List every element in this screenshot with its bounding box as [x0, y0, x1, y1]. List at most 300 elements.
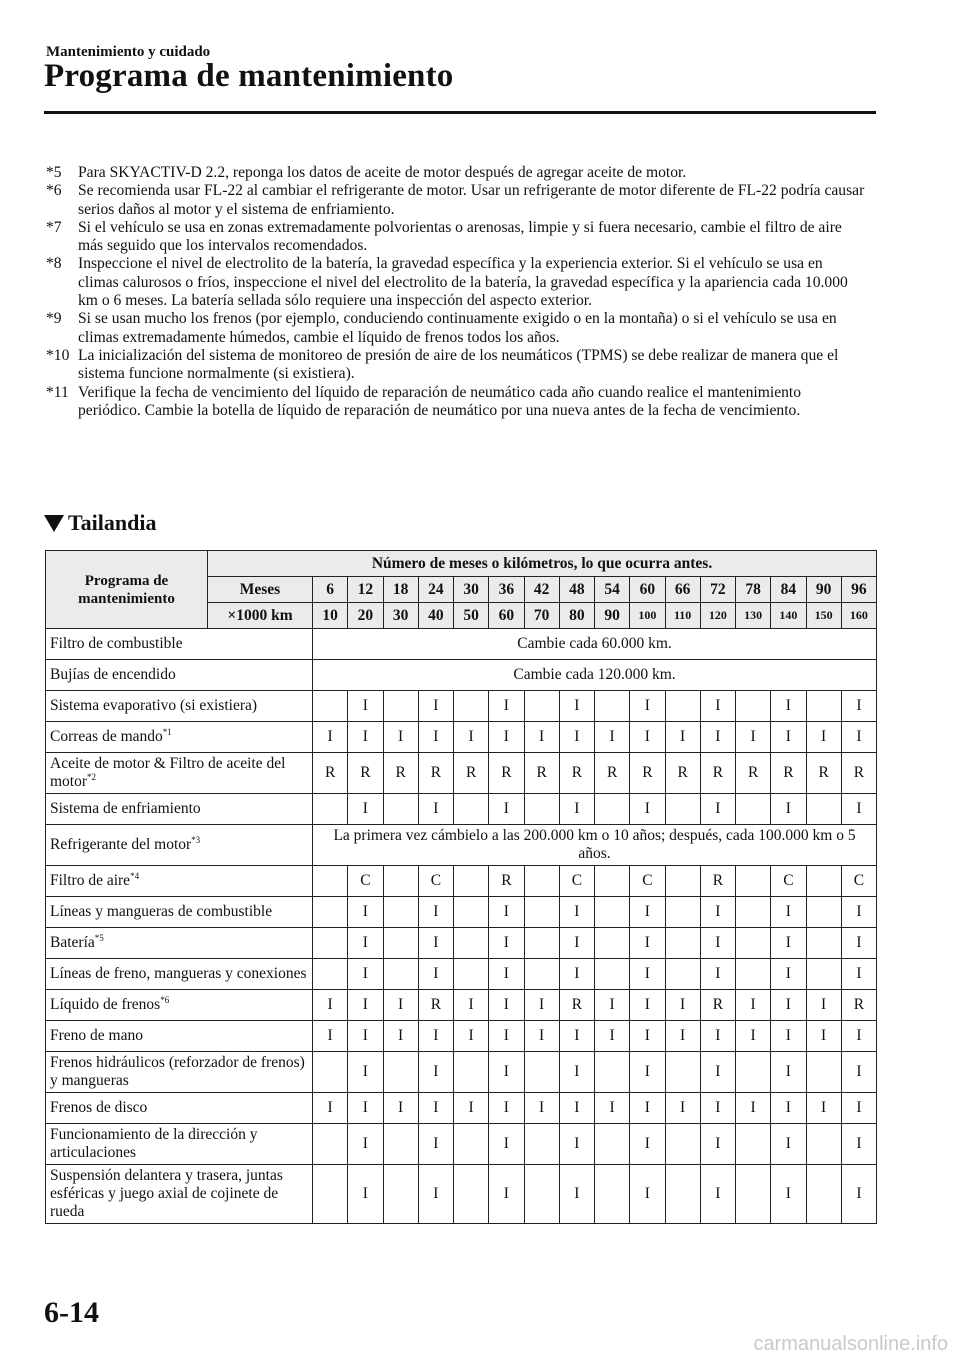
- schedule-cell: I: [418, 1052, 453, 1093]
- footnote: [46, 219, 866, 256]
- schedule-cell: I: [700, 1093, 735, 1124]
- schedule-cell: R: [595, 753, 630, 794]
- schedule-cell: [313, 897, 348, 928]
- schedule-cell: I: [700, 897, 735, 928]
- schedule-cell: I: [348, 691, 383, 722]
- section-label: Mantenimiento y cuidado: [46, 44, 211, 60]
- footnote-text: Si se usan mucho los frenos (por ejemplo, conduciendo continuamente exigido o en la montaña) o si el vehículo se usa en climas extremadamente húmedos, cambie el líquido de frenos todos los años.: [78, 310, 837, 346]
- schedule-cell: I: [630, 928, 665, 959]
- schedule-cell: I: [489, 1165, 524, 1224]
- month-header: 12: [348, 577, 383, 603]
- schedule-cell: I: [595, 1093, 630, 1124]
- item-name: [46, 1052, 313, 1093]
- schedule-cell: I: [630, 990, 665, 1021]
- schedule-cell: I: [595, 722, 630, 753]
- footnote-text: Se recomienda usar FL-22 al cambiar el refrigerante de motor. Usar un refrigerante de motor diferente de FL-22 podría causar serios daños al motor y el sistema de enfriamiento.: [78, 182, 865, 218]
- schedule-cell: I: [630, 1093, 665, 1124]
- schedule-cell: [595, 1124, 630, 1165]
- item-label: Correas de mando: [50, 728, 163, 745]
- footnotes: [46, 164, 866, 420]
- table-corner-label: Programa de mantenimiento: [46, 551, 208, 629]
- schedule-cell: [524, 1124, 559, 1165]
- schedule-cell: [736, 1165, 771, 1224]
- schedule-cell: I: [665, 1021, 700, 1052]
- schedule-cell: I: [700, 691, 735, 722]
- schedule-cell: I: [418, 897, 453, 928]
- schedule-cell: I: [489, 928, 524, 959]
- table-row: [46, 660, 877, 691]
- km-header: 20: [348, 603, 383, 629]
- schedule-cell: [524, 897, 559, 928]
- schedule-cell: I: [841, 1052, 876, 1093]
- schedule-cell: R: [700, 990, 735, 1021]
- schedule-cell: [383, 691, 418, 722]
- schedule-cell: I: [489, 794, 524, 825]
- schedule-cell: I: [630, 1052, 665, 1093]
- item-name: [46, 825, 313, 866]
- km-label: ×1000 km: [208, 603, 313, 629]
- month-header: 90: [806, 577, 841, 603]
- schedule-cell: C: [841, 866, 876, 897]
- schedule-cell: I: [489, 1093, 524, 1124]
- schedule-cell: [383, 1052, 418, 1093]
- item-name: [46, 897, 313, 928]
- schedule-cell: I: [524, 722, 559, 753]
- schedule-cell: I: [383, 990, 418, 1021]
- footnote: [46, 384, 866, 421]
- schedule-cell: [313, 794, 348, 825]
- schedule-cell: [524, 866, 559, 897]
- schedule-cell: I: [313, 990, 348, 1021]
- footnote-number: *6: [46, 182, 62, 200]
- schedule-cell: I: [841, 794, 876, 825]
- schedule-cell: [595, 866, 630, 897]
- schedule-cell: R: [630, 753, 665, 794]
- item-label: Funcionamiento de la dirección y articulaciones: [50, 1126, 258, 1161]
- item-name: [46, 1093, 313, 1124]
- schedule-cell: C: [630, 866, 665, 897]
- table-row: [46, 897, 877, 928]
- schedule-cell: [454, 928, 489, 959]
- schedule-cell: I: [736, 722, 771, 753]
- item-label: Batería: [50, 934, 95, 951]
- schedule-cell: I: [489, 1021, 524, 1052]
- schedule-cell: I: [700, 928, 735, 959]
- schedule-cell: I: [418, 1093, 453, 1124]
- schedule-cell: [383, 959, 418, 990]
- schedule-cell: I: [841, 959, 876, 990]
- item-name: [46, 691, 313, 722]
- month-header: 60: [630, 577, 665, 603]
- km-header: 60: [489, 603, 524, 629]
- schedule-cell: I: [418, 959, 453, 990]
- schedule-cell: [665, 1124, 700, 1165]
- km-header: 130: [736, 603, 771, 629]
- schedule-cell: I: [348, 959, 383, 990]
- schedule-cell: R: [489, 753, 524, 794]
- table-row: [46, 825, 877, 866]
- schedule-cell: I: [418, 722, 453, 753]
- schedule-cell: I: [454, 1093, 489, 1124]
- schedule-cell: I: [559, 1052, 594, 1093]
- item-instruction: La primera vez cámbielo a las 200.000 km o 10 años; después, cada 100.000 km o 5 años.: [313, 825, 877, 866]
- footnote: [46, 164, 866, 182]
- schedule-cell: I: [771, 897, 806, 928]
- schedule-cell: R: [313, 753, 348, 794]
- schedule-cell: I: [771, 691, 806, 722]
- km-header: 90: [595, 603, 630, 629]
- schedule-cell: I: [524, 1093, 559, 1124]
- schedule-cell: I: [771, 1093, 806, 1124]
- schedule-cell: [595, 691, 630, 722]
- schedule-cell: I: [806, 990, 841, 1021]
- schedule-cell: [665, 928, 700, 959]
- schedule-cell: [524, 794, 559, 825]
- item-name: [46, 794, 313, 825]
- schedule-cell: I: [559, 1093, 594, 1124]
- table-row: [46, 866, 877, 897]
- schedule-cell: [313, 1052, 348, 1093]
- item-label: Sistema de enfriamiento: [50, 800, 201, 817]
- schedule-cell: [736, 928, 771, 959]
- schedule-cell: [806, 1165, 841, 1224]
- footnote-number: *5: [46, 164, 62, 181]
- schedule-cell: [383, 1165, 418, 1224]
- item-label: Frenos de disco: [50, 1099, 148, 1116]
- table-row: [46, 691, 877, 722]
- km-header: 10: [313, 603, 348, 629]
- month-header: 84: [771, 577, 806, 603]
- schedule-cell: I: [524, 1021, 559, 1052]
- schedule-cell: I: [559, 897, 594, 928]
- footnote: [46, 182, 866, 219]
- schedule-cell: R: [559, 990, 594, 1021]
- item-label: Frenos hidráulicos (reforzador de frenos) y mangueras: [50, 1054, 305, 1089]
- schedule-cell: I: [348, 722, 383, 753]
- item-name: [46, 959, 313, 990]
- schedule-cell: R: [418, 753, 453, 794]
- footnote-number: *11: [46, 383, 69, 401]
- schedule-cell: I: [559, 959, 594, 990]
- month-header: 48: [559, 577, 594, 603]
- schedule-cell: I: [348, 990, 383, 1021]
- schedule-cell: R: [559, 753, 594, 794]
- km-header: 30: [383, 603, 418, 629]
- schedule-cell: [736, 959, 771, 990]
- km-header: 70: [524, 603, 559, 629]
- schedule-cell: I: [771, 722, 806, 753]
- schedule-cell: I: [559, 722, 594, 753]
- item-instruction: Cambie cada 60.000 km.: [313, 629, 877, 660]
- km-header: 80: [559, 603, 594, 629]
- schedule-cell: [736, 1052, 771, 1093]
- schedule-cell: I: [771, 1052, 806, 1093]
- table-row: [46, 1021, 877, 1052]
- schedule-cell: I: [348, 897, 383, 928]
- schedule-cell: I: [489, 959, 524, 990]
- schedule-cell: I: [806, 722, 841, 753]
- schedule-cell: I: [841, 691, 876, 722]
- schedule-cell: [454, 1124, 489, 1165]
- schedule-cell: [454, 1165, 489, 1224]
- schedule-cell: I: [841, 1165, 876, 1224]
- schedule-cell: [454, 1052, 489, 1093]
- schedule-cell: [806, 691, 841, 722]
- schedule-cell: I: [348, 928, 383, 959]
- schedule-cell: [524, 1165, 559, 1224]
- schedule-cell: I: [700, 1021, 735, 1052]
- schedule-cell: I: [806, 1093, 841, 1124]
- schedule-cell: [454, 959, 489, 990]
- table-row: [46, 722, 877, 753]
- schedule-cell: I: [630, 1021, 665, 1052]
- schedule-cell: I: [630, 1124, 665, 1165]
- schedule-cell: I: [313, 1021, 348, 1052]
- schedule-cell: [665, 691, 700, 722]
- schedule-cell: I: [700, 959, 735, 990]
- schedule-cell: I: [348, 1052, 383, 1093]
- schedule-cell: [313, 691, 348, 722]
- schedule-cell: [806, 928, 841, 959]
- schedule-cell: I: [771, 990, 806, 1021]
- schedule-cell: R: [489, 866, 524, 897]
- schedule-cell: I: [313, 722, 348, 753]
- month-header: 96: [841, 577, 876, 603]
- schedule-cell: [383, 1124, 418, 1165]
- footnote-number: *9: [46, 310, 62, 328]
- section-heading-text: Tailandia: [68, 510, 157, 535]
- footnote-text: Para SKYACTIV-D 2.2, reponga los datos de aceite de motor después de agregar aceite de motor.: [78, 164, 687, 181]
- month-header: 24: [418, 577, 453, 603]
- schedule-cell: [313, 866, 348, 897]
- month-header: 36: [489, 577, 524, 603]
- schedule-cell: I: [348, 1165, 383, 1224]
- table-row: [46, 1093, 877, 1124]
- km-header: 140: [771, 603, 806, 629]
- schedule-cell: I: [454, 990, 489, 1021]
- schedule-cell: [806, 1052, 841, 1093]
- schedule-cell: I: [348, 1021, 383, 1052]
- month-header: 54: [595, 577, 630, 603]
- schedule-cell: I: [559, 1165, 594, 1224]
- schedule-cell: I: [559, 928, 594, 959]
- footnote-text: Verifique la fecha de vencimiento del líquido de reparación de neumático cada año cuando realice el mantenimiento periódico. Cambie la botella de líquido de reparación de neumático por una nueva antes de la fecha de vencimiento.: [78, 383, 802, 419]
- schedule-cell: I: [841, 897, 876, 928]
- schedule-cell: I: [841, 1093, 876, 1124]
- footnote: [46, 347, 866, 384]
- schedule-cell: I: [524, 990, 559, 1021]
- schedule-cell: R: [348, 753, 383, 794]
- schedule-cell: I: [841, 1021, 876, 1052]
- schedule-cell: I: [630, 959, 665, 990]
- km-header: 150: [806, 603, 841, 629]
- schedule-cell: [454, 866, 489, 897]
- item-name: [46, 722, 313, 753]
- schedule-cell: I: [489, 722, 524, 753]
- schedule-cell: [383, 897, 418, 928]
- schedule-cell: I: [418, 1021, 453, 1052]
- item-instruction: Cambie cada 120.000 km.: [313, 660, 877, 691]
- schedule-cell: [665, 1052, 700, 1093]
- schedule-cell: I: [771, 928, 806, 959]
- schedule-cell: I: [736, 1093, 771, 1124]
- schedule-cell: I: [418, 1165, 453, 1224]
- schedule-cell: [524, 691, 559, 722]
- km-header: 120: [700, 603, 735, 629]
- km-header: 100: [630, 603, 665, 629]
- month-header: 18: [383, 577, 418, 603]
- schedule-cell: I: [489, 1124, 524, 1165]
- schedule-cell: C: [771, 866, 806, 897]
- footnote-ref: *4: [130, 870, 140, 881]
- table-row: [46, 959, 877, 990]
- schedule-cell: [595, 1052, 630, 1093]
- schedule-cell: [665, 1165, 700, 1224]
- schedule-cell: I: [489, 990, 524, 1021]
- schedule-cell: I: [559, 1124, 594, 1165]
- schedule-cell: R: [841, 990, 876, 1021]
- schedule-cell: I: [595, 1021, 630, 1052]
- schedule-cell: [524, 1052, 559, 1093]
- schedule-cell: I: [736, 1021, 771, 1052]
- schedule-cell: I: [700, 1052, 735, 1093]
- schedule-cell: R: [418, 990, 453, 1021]
- schedule-cell: R: [665, 753, 700, 794]
- item-name: [46, 1124, 313, 1165]
- schedule-cell: [806, 1124, 841, 1165]
- schedule-cell: [806, 959, 841, 990]
- item-name: [46, 1021, 313, 1052]
- schedule-cell: I: [771, 794, 806, 825]
- footnote-number: *7: [46, 218, 62, 236]
- schedule-cell: I: [383, 722, 418, 753]
- schedule-cell: I: [489, 691, 524, 722]
- month-header: 72: [700, 577, 735, 603]
- schedule-cell: C: [559, 866, 594, 897]
- item-label: Bujías de encendido: [50, 666, 176, 683]
- title-rule: [44, 111, 876, 114]
- footnote-ref: *1: [162, 726, 172, 737]
- km-header: 110: [665, 603, 700, 629]
- schedule-cell: I: [454, 1021, 489, 1052]
- schedule-cell: [665, 794, 700, 825]
- schedule-cell: I: [700, 1124, 735, 1165]
- item-name: [46, 990, 313, 1021]
- table-row: [46, 629, 877, 660]
- schedule-cell: R: [383, 753, 418, 794]
- schedule-cell: [595, 897, 630, 928]
- schedule-cell: [383, 928, 418, 959]
- schedule-cell: I: [489, 1052, 524, 1093]
- schedule-cell: I: [630, 691, 665, 722]
- schedule-cell: R: [806, 753, 841, 794]
- schedule-cell: I: [771, 1124, 806, 1165]
- table-row: [46, 753, 877, 794]
- item-label: Suspensión delantera y trasera, juntas esféricas y juego axial de cojinete de rueda: [50, 1167, 283, 1220]
- schedule-cell: [736, 1124, 771, 1165]
- maintenance-table: [45, 550, 877, 1224]
- section-heading: [44, 510, 156, 536]
- schedule-cell: I: [418, 691, 453, 722]
- schedule-cell: I: [489, 897, 524, 928]
- schedule-cell: [454, 794, 489, 825]
- item-name: [46, 753, 313, 794]
- schedule-cell: [806, 794, 841, 825]
- schedule-cell: I: [700, 1165, 735, 1224]
- schedule-cell: I: [454, 722, 489, 753]
- schedule-cell: [806, 866, 841, 897]
- schedule-cell: C: [418, 866, 453, 897]
- schedule-cell: I: [841, 722, 876, 753]
- schedule-cell: I: [841, 928, 876, 959]
- schedule-cell: [454, 897, 489, 928]
- item-label: Aceite de motor & Filtro de aceite del motor: [50, 755, 286, 790]
- footnote: [46, 310, 866, 347]
- footnote: [46, 255, 866, 310]
- month-header: 66: [665, 577, 700, 603]
- table-row: [46, 1165, 877, 1224]
- schedule-cell: [736, 691, 771, 722]
- table-top-header: Número de meses o kilómetros, lo que ocurra antes.: [208, 551, 877, 577]
- schedule-cell: I: [383, 1093, 418, 1124]
- schedule-cell: I: [806, 1021, 841, 1052]
- item-name: [46, 629, 313, 660]
- schedule-cell: [313, 959, 348, 990]
- months-label: Meses: [208, 577, 313, 603]
- schedule-cell: [665, 897, 700, 928]
- schedule-cell: I: [559, 794, 594, 825]
- schedule-cell: I: [771, 1165, 806, 1224]
- item-label: Líneas y mangueras de combustible: [50, 903, 273, 920]
- schedule-cell: I: [559, 691, 594, 722]
- schedule-cell: [313, 1124, 348, 1165]
- km-header: 160: [841, 603, 876, 629]
- item-label: Filtro de combustible: [50, 635, 183, 652]
- item-name: [46, 866, 313, 897]
- footnote-ref: *5: [94, 932, 104, 943]
- month-header: 6: [313, 577, 348, 603]
- schedule-cell: I: [630, 897, 665, 928]
- schedule-cell: I: [665, 990, 700, 1021]
- schedule-cell: R: [841, 753, 876, 794]
- month-header: 78: [736, 577, 771, 603]
- footnote-text: Inspeccione el nivel de electrolito de la batería, la gravedad específica y la experiencia exterior. Si el vehículo se usa en climas calurosos o fríos, inspeccione el nivel del electrolito de la batería, la gravedad específica y la apariencia cada 10.000 km o 6 meses. La batería sellada sólo requiere una inspección del aspecto exterior.: [78, 255, 848, 310]
- schedule-cell: [665, 866, 700, 897]
- schedule-cell: I: [665, 722, 700, 753]
- schedule-cell: R: [736, 753, 771, 794]
- schedule-cell: I: [418, 1124, 453, 1165]
- schedule-cell: [736, 897, 771, 928]
- schedule-cell: I: [630, 1165, 665, 1224]
- schedule-cell: I: [736, 990, 771, 1021]
- footnote-ref: *6: [160, 994, 170, 1005]
- item-name: [46, 928, 313, 959]
- schedule-cell: I: [348, 1124, 383, 1165]
- item-label: Refrigerante del motor: [50, 836, 192, 853]
- schedule-cell: [313, 928, 348, 959]
- schedule-cell: [595, 959, 630, 990]
- table-row: [46, 1124, 877, 1165]
- schedule-cell: [313, 1165, 348, 1224]
- schedule-cell: I: [630, 722, 665, 753]
- schedule-cell: I: [418, 928, 453, 959]
- schedule-cell: I: [700, 722, 735, 753]
- footnote-text: Si el vehículo se usa en zonas extremadamente polvorientas o arenosas, limpie y si fuera necesario, cambie el filtro de aire más seguido que los intervalos recomendados.: [78, 218, 842, 255]
- footnote-number: *10: [46, 346, 70, 364]
- item-label: Líquido de frenos: [50, 996, 161, 1013]
- schedule-cell: R: [700, 753, 735, 794]
- schedule-cell: I: [595, 990, 630, 1021]
